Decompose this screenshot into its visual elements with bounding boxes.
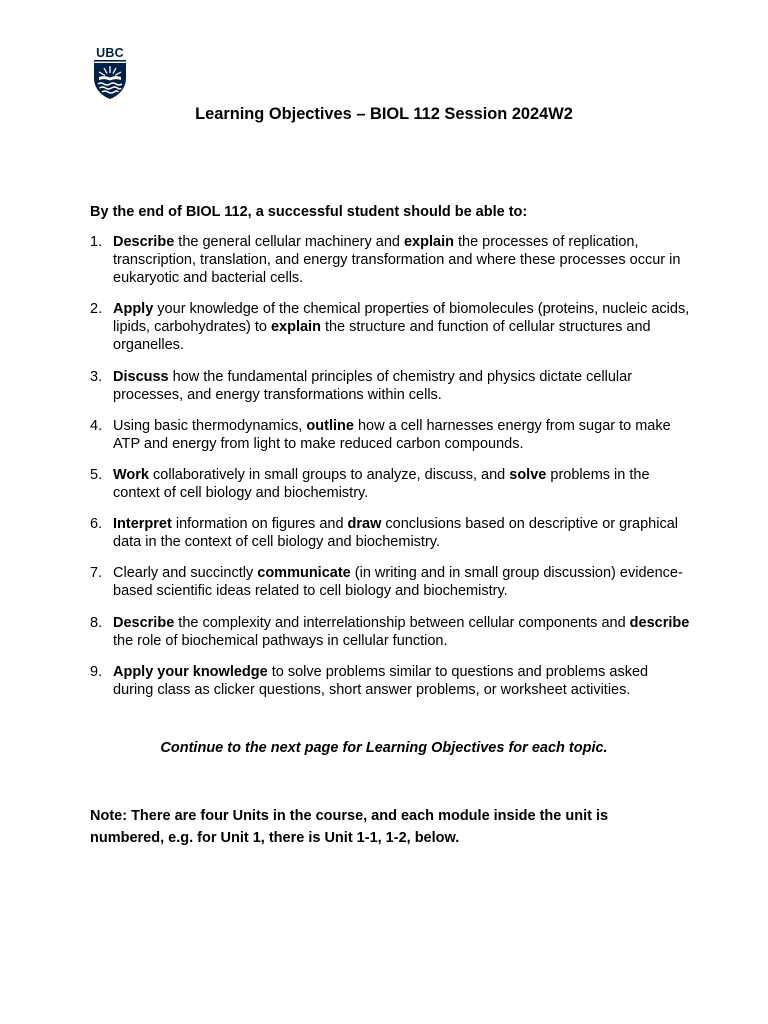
objective-text-run: the complexity and interrelationship between cellular components and bbox=[174, 614, 630, 631]
objective-item bbox=[90, 300, 690, 354]
continue-note: Continue to the next page for Learning Objectives for each topic. bbox=[160, 740, 608, 756]
objective-text-run: to solve problems similar to questions and problems asked during class as clicker questions, short answer problems, or worksheet activities. bbox=[113, 663, 649, 698]
objective-text-run: collaboratively in small groups to analyze, discuss, and bbox=[149, 466, 510, 483]
objective-text-run: the structure and function of cellular structures and organelles. bbox=[113, 319, 651, 354]
objective-text bbox=[113, 301, 689, 353]
objective-number: 7. bbox=[90, 565, 103, 582]
objective-item bbox=[90, 368, 690, 404]
objective-text-run: Using basic thermodynamics, bbox=[113, 417, 307, 434]
document-title: Learning Objectives – BIOL 112 Session 2024W2 bbox=[195, 105, 573, 123]
objective-keyword: Discuss bbox=[113, 368, 169, 385]
objective-text bbox=[113, 664, 648, 698]
objective-text-run: the general cellular machinery and bbox=[174, 234, 404, 250]
learning-objectives-list bbox=[90, 233, 690, 712]
objective-keyword: describe bbox=[629, 614, 690, 631]
objective-text bbox=[113, 418, 671, 452]
objective-text-run: Clearly and succinctly bbox=[113, 565, 258, 582]
objective-text bbox=[113, 615, 689, 649]
objective-item bbox=[90, 417, 690, 453]
objective-number: 1. bbox=[90, 234, 103, 250]
objective-item bbox=[90, 614, 690, 650]
ubc-crest-icon bbox=[90, 46, 130, 100]
objective-item bbox=[90, 233, 690, 287]
objective-text bbox=[113, 467, 650, 501]
objective-text-run: how a cell harnesses energy from sugar to make ATP and energy from light to make reduced carbon compounds. bbox=[113, 417, 671, 452]
objective-number: 3. bbox=[90, 368, 103, 385]
objective-keyword: Describe bbox=[113, 614, 175, 631]
objective-keyword: Describe bbox=[113, 234, 175, 250]
objective-number: 2. bbox=[90, 301, 103, 318]
objective-keyword: outline bbox=[306, 417, 354, 434]
units-note: Note: There are four Units in the course, and each module inside the unit is numbered, e.g. for Unit 1, there is Unit 1-1, 1-2, below. bbox=[90, 808, 609, 846]
objective-text-run: information on figures and bbox=[171, 516, 348, 533]
objective-item bbox=[90, 466, 690, 502]
objective-keyword: Interpret bbox=[113, 516, 172, 533]
objective-item bbox=[90, 564, 690, 600]
objective-number: 6. bbox=[90, 516, 103, 533]
ubc-logo bbox=[90, 46, 130, 100]
objective-keyword: Apply your knowledge bbox=[113, 663, 268, 680]
objective-text bbox=[113, 565, 683, 599]
objective-item bbox=[90, 515, 690, 551]
objective-text-run: (in writing and in small group discussion) evidence-based scientific ideas related to cell biology and biochemistry. bbox=[113, 565, 683, 600]
objective-keyword: solve bbox=[509, 466, 547, 483]
objective-text-run: problems in the context of cell biology and biochemistry. bbox=[113, 466, 650, 502]
objective-text bbox=[113, 516, 678, 550]
objective-text-run: your knowledge of the chemical properties of biomolecules (proteins, nucleic acids, lipids, carbohydrates) to bbox=[113, 301, 690, 336]
objective-text-run: the processes of replication, transcription, translation, and energy transformation and where these processes occur in eukaryotic and bacterial cells. bbox=[113, 234, 681, 287]
objective-number: 5. bbox=[90, 466, 103, 483]
objective-text-run: conclusions based on descriptive or graphical data in the context of cell biology and biochemistry. bbox=[113, 516, 679, 551]
objective-number: 9. bbox=[90, 663, 103, 680]
objective-text-run: the role of biochemical pathways in cellular function. bbox=[113, 632, 448, 649]
objective-keyword: draw bbox=[347, 516, 382, 533]
logo-wordmark: UBC bbox=[96, 46, 124, 60]
objective-keyword: Apply bbox=[113, 301, 154, 318]
objective-text-run: how the fundamental principles of chemistry and physics dictate cellular processes, and energy transformations within cells. bbox=[113, 368, 633, 403]
objective-number: 8. bbox=[90, 614, 103, 631]
objective-keyword: explain bbox=[270, 319, 321, 336]
objectives-intro: By the end of BIOL 112, a successful student should be able to: bbox=[90, 204, 528, 220]
objective-text bbox=[113, 369, 632, 403]
objective-keyword: communicate bbox=[257, 565, 351, 582]
objective-text bbox=[113, 234, 680, 286]
objective-item bbox=[90, 663, 690, 699]
objective-keyword: explain bbox=[403, 234, 454, 250]
objective-keyword: Work bbox=[113, 466, 149, 483]
objective-number: 4. bbox=[90, 417, 103, 434]
